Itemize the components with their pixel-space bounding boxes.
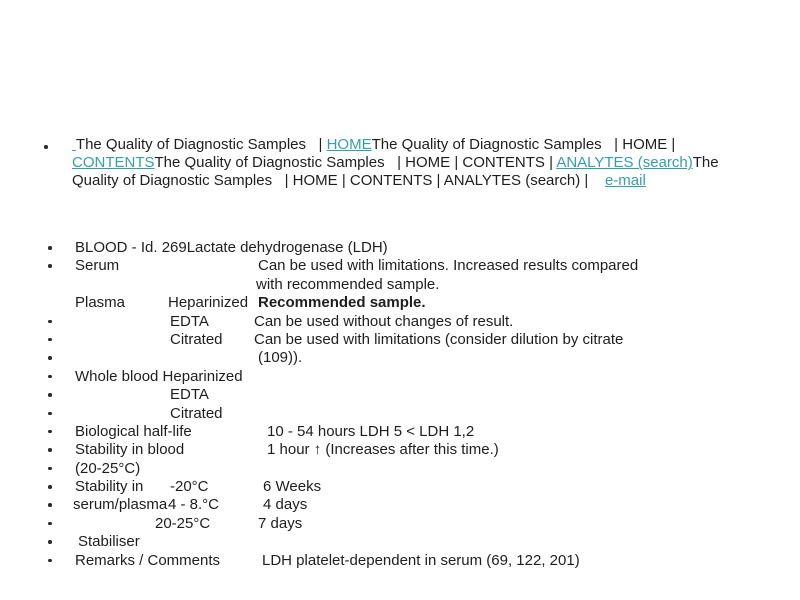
bullet-icon	[44, 145, 48, 149]
contents-link[interactable]: CONTENTS	[72, 154, 155, 172]
cell-text: with recommended sample.	[256, 275, 440, 293]
bullet-icon	[48, 485, 52, 489]
bullet-icon	[48, 264, 52, 268]
header-text: Quality of Diagnostic Samples | HOME | CONTENTS | ANALYTES (search) |	[72, 172, 605, 190]
cell-text: Stability in blood	[75, 441, 185, 459]
cell-text: 4 days	[263, 496, 308, 514]
bullet-icon	[48, 540, 52, 544]
list-item	[0, 478, 800, 496]
cell-text: 10 - 54 hours LDH 5 < LDH 1,2	[267, 422, 475, 440]
e-mail-link[interactable]: e-mail	[604, 172, 646, 190]
cell-text: (109)).	[258, 349, 303, 367]
cell-text: Whole blood Heparinized	[75, 367, 243, 385]
bullet-icon	[48, 467, 52, 471]
list-item	[0, 349, 800, 367]
bullet-icon	[48, 559, 52, 563]
bullet-icon	[48, 246, 52, 250]
home-link[interactable]: HOME	[326, 136, 372, 153]
bullet-icon	[48, 320, 52, 324]
content-list	[0, 239, 800, 570]
list-item	[0, 239, 800, 257]
list-item	[0, 515, 800, 533]
cell-text: serum/plasma	[73, 496, 168, 514]
cell-text: Recommended sample.	[258, 294, 426, 312]
cell-text: 1 hour ↑ (Increases after this time.)	[267, 441, 499, 459]
cell-text: LDH platelet-dependent in serum (69, 122, 201)	[262, 551, 580, 569]
header-text: The	[692, 154, 719, 172]
cell-text: -20°C	[170, 478, 209, 496]
cell-text: EDTA	[170, 312, 209, 330]
bullet-icon	[48, 356, 52, 360]
list-item	[0, 294, 800, 312]
bullet-icon	[48, 448, 52, 452]
cell-text: Citrated	[170, 330, 223, 348]
header-paragraph	[0, 136, 770, 191]
list-item	[0, 313, 800, 331]
cell-text: Can be used with limitations (consider dilution by citrate	[254, 330, 624, 348]
cell-text: Stability in	[75, 478, 144, 496]
cell-text: Can be used without changes of result.	[254, 312, 514, 330]
list-item	[0, 368, 800, 386]
bullet-icon	[48, 393, 52, 397]
header-line	[0, 154, 770, 172]
list-item	[0, 423, 800, 441]
header-line	[0, 172, 770, 190]
cell-text: Serum	[75, 257, 120, 275]
cell-text: 7 days	[258, 514, 303, 532]
cell-text: Remarks / Comments	[75, 551, 221, 569]
header-line	[0, 136, 770, 154]
bullet-icon	[48, 503, 52, 507]
list-item	[0, 276, 800, 294]
bullet-icon	[48, 522, 52, 526]
header-text: The Quality of Diagnostic Samples | HOME | CONTENTS |	[154, 154, 557, 172]
bullet-icon	[48, 430, 52, 434]
header-text: The Quality of Diagnostic Samples |	[75, 136, 327, 153]
cell-text: 20-25°C	[155, 514, 211, 532]
cell-text: BLOOD - Id. 269Lactate dehydrogenase (LDH)	[75, 239, 388, 256]
list-item	[0, 257, 800, 275]
bullet-icon	[48, 412, 52, 416]
list-item	[0, 460, 800, 478]
cell-text: Heparinized	[168, 294, 249, 312]
bullet-icon	[48, 375, 52, 379]
cell-text: Can be used with limitations. Increased results compared	[258, 257, 639, 275]
cell-text: (20-25°C)	[75, 459, 141, 477]
bullet-icon	[48, 338, 52, 342]
list-item	[0, 533, 800, 551]
cell-text: Stabiliser	[78, 533, 140, 551]
cell-text: Biological half-life	[75, 422, 192, 440]
cell-text: 4 - 8.°C	[168, 496, 220, 514]
analytes-search-link[interactable]: ANALYTES (search)	[556, 154, 693, 172]
cell-text: EDTA	[170, 386, 209, 404]
list-item	[0, 386, 800, 404]
list-item	[0, 552, 800, 570]
list-item	[0, 496, 800, 514]
cell-text: Citrated	[170, 404, 223, 422]
list-item	[0, 441, 800, 459]
list-item	[0, 405, 800, 423]
cell-text: 6 Weeks	[263, 478, 322, 496]
cell-text: Plasma	[75, 294, 126, 312]
header-text: The Quality of Diagnostic Samples | HOME |	[371, 136, 676, 153]
list-item	[0, 331, 800, 349]
